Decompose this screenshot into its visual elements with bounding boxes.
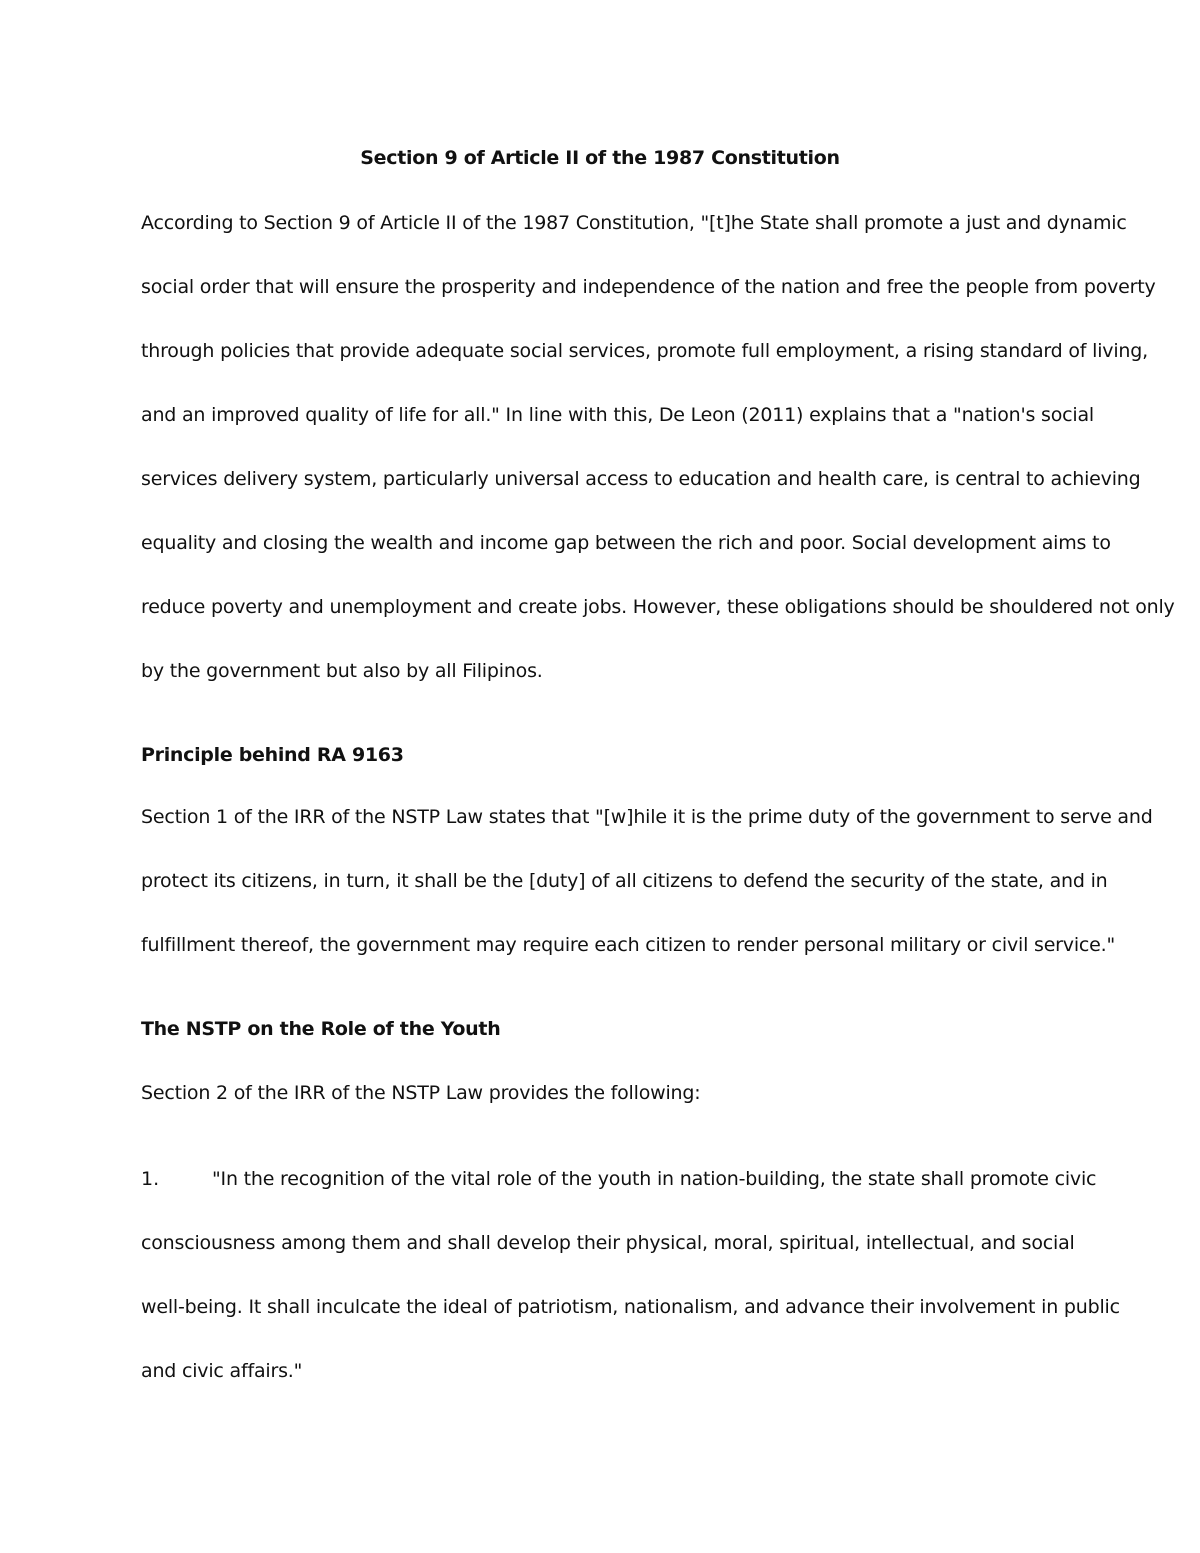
- paragraph-1-line-1: According to Section 9 of Article II of the 1987 Constitution, "[t]he State shall promote a just and dynamic: [141, 212, 1127, 234]
- paragraph-1-line-6: equality and closing the wealth and income gap between the rich and poor. Social development aims to: [141, 532, 1111, 554]
- section-heading-youth: The NSTP on the Role of the Youth: [141, 1018, 501, 1040]
- paragraph-1-line-8: by the government but also by all Filipinos.: [141, 660, 543, 682]
- paragraph-3: Section 2 of the IRR of the NSTP Law provides the following:: [141, 1082, 701, 1104]
- list-item-line-3: well-being. It shall inculcate the ideal of patriotism, nationalism, and advance their involvement in public: [141, 1296, 1120, 1318]
- list-item-line-2: consciousness among them and shall develop their physical, moral, spiritual, intellectual, and social: [141, 1232, 1075, 1254]
- paragraph-2-line-1: Section 1 of the IRR of the NSTP Law states that "[w]hile it is the prime duty of the government to serve and: [141, 806, 1153, 828]
- list-item-number: 1.: [141, 1168, 160, 1190]
- paragraph-2-line-2: protect its citizens, in turn, it shall be the [duty] of all citizens to defend the security of the state, and in: [141, 870, 1108, 892]
- list-item-line-4: and civic affairs.": [141, 1360, 303, 1382]
- list-item-line-1: "In the recognition of the vital role of the youth in nation-building, the state shall promote civic: [212, 1168, 1097, 1190]
- document-title: Section 9 of Article II of the 1987 Constitution: [360, 147, 840, 169]
- paragraph-1-line-5: services delivery system, particularly universal access to education and health care, is central to achieving: [141, 468, 1141, 490]
- paragraph-1-line-3: through policies that provide adequate social services, promote full employment, a rising standard of living,: [141, 340, 1148, 362]
- section-heading-principle: Principle behind RA 9163: [141, 744, 404, 766]
- paragraph-1-line-2: social order that will ensure the prosperity and independence of the nation and free the people from poverty: [141, 276, 1156, 298]
- paragraph-2-line-3: fulfillment thereof, the government may require each citizen to render personal military or civil service.": [141, 934, 1116, 956]
- paragraph-1-line-7: reduce poverty and unemployment and create jobs. However, these obligations should be shouldered not only: [141, 596, 1175, 618]
- paragraph-1-line-4: and an improved quality of life for all." In line with this, De Leon (2011) explains that a "nation's social: [141, 404, 1094, 426]
